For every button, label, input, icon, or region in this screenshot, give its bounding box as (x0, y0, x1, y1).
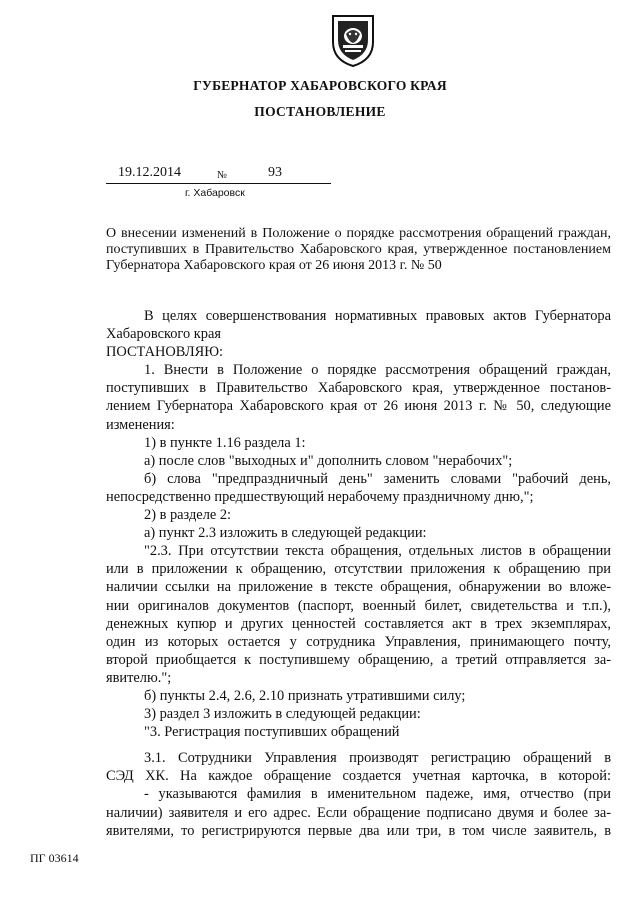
body-line: В целях совершенствования нормативных правовых актов Губернатора (144, 308, 611, 324)
body-line: а) после слов "выходных и" дополнить словом "нерабочих"; (144, 452, 513, 469)
body-line: 3) раздел 3 изложить в следующей редакции: (144, 706, 421, 723)
body-line: второй приобщается к поступившему обращению, а третий отправляется за- (106, 651, 611, 668)
footer-code: ПГ 03614 (30, 851, 79, 865)
body-line: Хабаровского края (106, 326, 221, 343)
body-line: явителю."; (106, 669, 172, 686)
body-line: а) пункт 2.3 изложить в следующей редакции: (144, 525, 427, 542)
document-number: 93 (268, 165, 282, 180)
body-line: б) слова "предпраздничный день" заменить словами "рабочий день, (144, 470, 611, 487)
body-line: б) пункты 2.4, 2.6, 2.10 признать утратившими силу; (144, 687, 466, 704)
body-line: ПОСТАНОВЛЯЮ: (106, 344, 224, 361)
document-subject: О внесении изменений в Положение о порядке рассмотрения обращений граждан, поступивших в Правительство Хабаровского края, утвержденное постановлением Губернатора Хабаровского края от 26 июня 2013 г. № 50 (106, 226, 611, 273)
body-line: нии оригиналов документов (паспорт, военный билет, свидетельства и т.п.), (106, 597, 611, 614)
issuer-title: ГУБЕРНАТОР ХАБАРОВСКОГО КРАЯ (193, 78, 447, 93)
body-line: поступивших в Правительство Хабаровского края, утвержденное постанов- (106, 380, 611, 397)
coat-of-arms-emblem (330, 12, 376, 68)
document-city: г. Хабаровск (185, 187, 245, 199)
body-line: непосредственно предшествующий нерабочему праздничному дню,"; (106, 488, 534, 505)
body-line: - указываются фамилия в именительном падеже, имя, отчество (при (144, 786, 611, 803)
body-line: изменения: (106, 416, 175, 433)
body-line: денежных купюр и других ценностей составляется акт в трех экземплярах, (106, 615, 611, 632)
body-line: наличии) заявителя и его адрес. Если обращение подписано двумя и более за- (106, 804, 611, 821)
body-line: 3.1. Сотрудники Управления производят регистрацию обращений в (144, 750, 611, 767)
document-date: 19.12.2014 (118, 165, 181, 180)
body-line: "3. Регистрация поступивших обращений (144, 724, 400, 741)
number-sign: № (217, 170, 228, 181)
body-line: СЭД ХК. На каждое обращение создается учетная карточка, в которой: (106, 768, 611, 785)
body-line: лением Губернатора Хабаровского края от 26 июня 2013 г. № 50, следующие (106, 398, 611, 415)
body-line: 1. Внести в Положение о порядке рассмотрения обращений граждан, (144, 362, 611, 379)
body-line: один из которых остается у сотрудника Управления, принимающего почту, (106, 633, 611, 650)
document-type: ПОСТАНОВЛЕНИЕ (254, 104, 386, 119)
body-line: наличии ссылки на приложение в тексте обращения, обнаружении во вложе- (106, 579, 611, 596)
body-line: 2) в разделе 2: (144, 507, 232, 524)
body-line: или в приложении к обращению, отсутствии приложения к обращению при (106, 561, 611, 578)
body-line: 1) в пункте 1.16 раздела 1: (144, 434, 306, 451)
body-line: "2.3. При отсутствии текста обращения, отдельных листов в обращении (144, 543, 611, 560)
body-line: явителями, то регистрируются первые два или три, в том числе заявитель, в (106, 822, 611, 839)
document-body (106, 307, 611, 840)
